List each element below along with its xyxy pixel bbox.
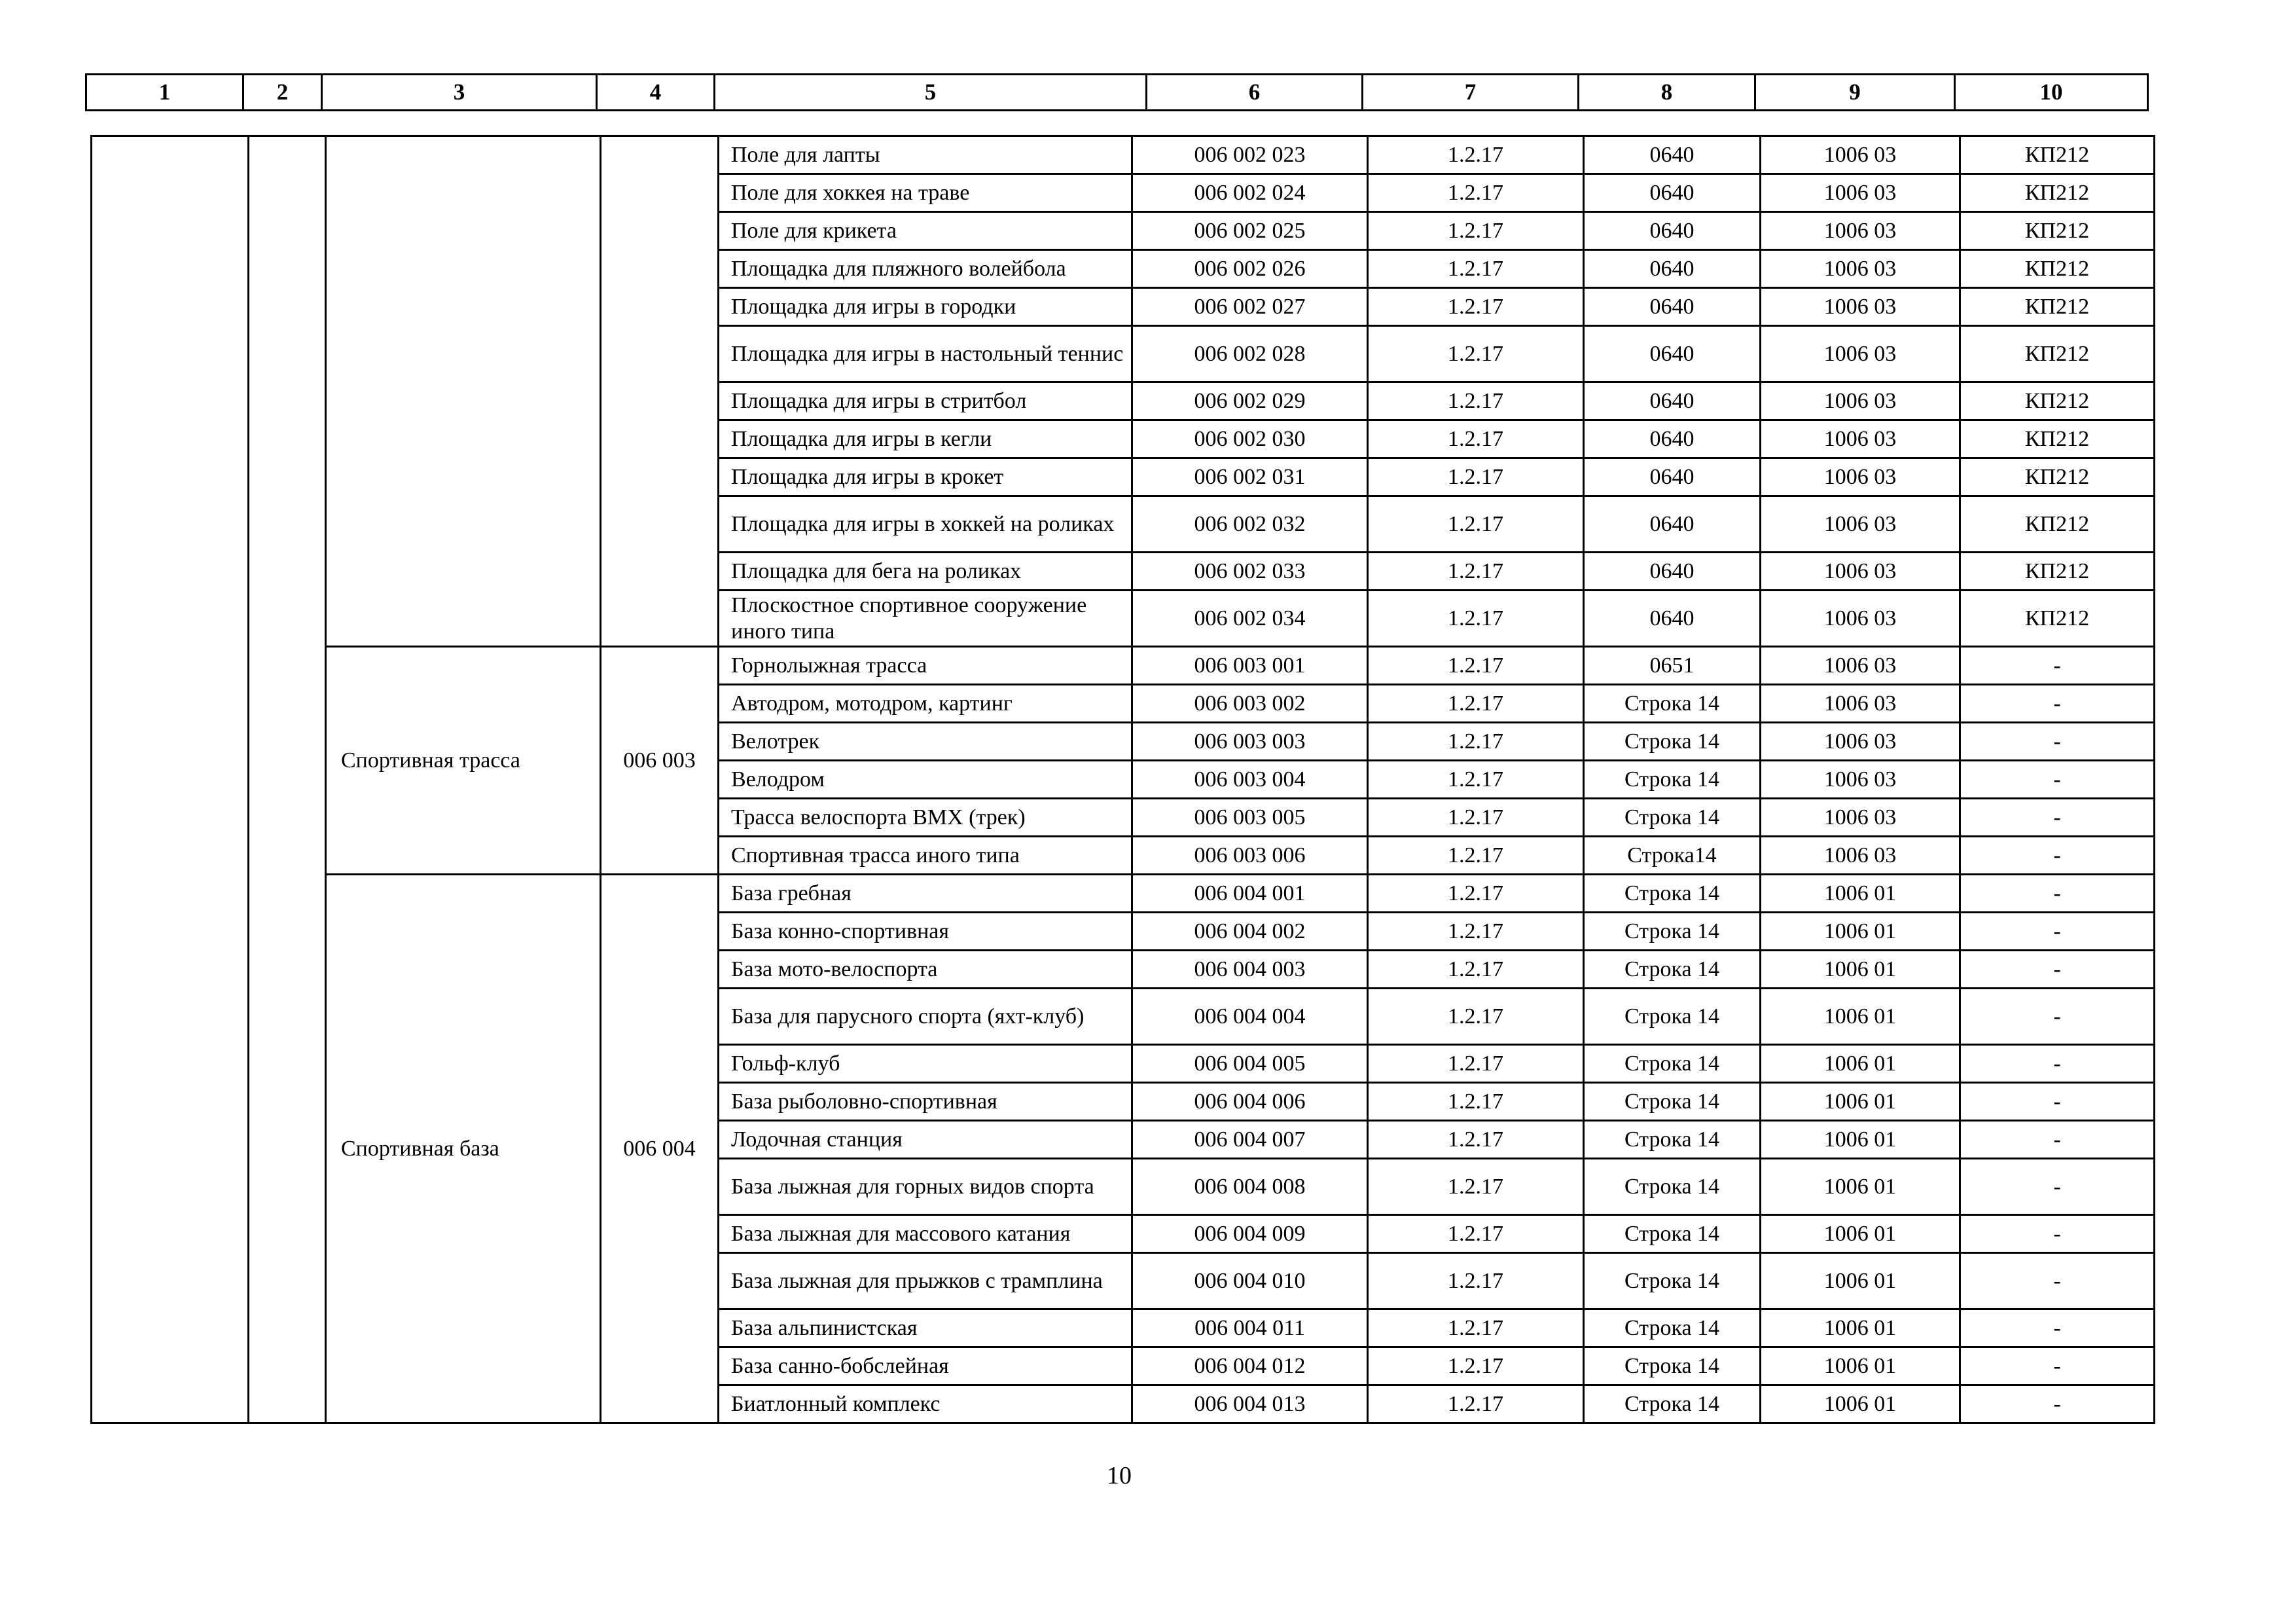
col-9-value: 1006 01: [1761, 1159, 1960, 1215]
object-code: 006 002 033: [1132, 553, 1368, 591]
object-name: База мото-велоспорта: [719, 951, 1132, 989]
object-code: 006 004 005: [1132, 1045, 1368, 1083]
object-code: 006 004 004: [1132, 989, 1368, 1045]
col-8-value: 0651: [1584, 647, 1761, 685]
col-8-value: Строка 14: [1584, 1159, 1761, 1215]
col-7-value: 1.2.17: [1368, 761, 1584, 799]
col-8-value: Строка 14: [1584, 1083, 1761, 1121]
col-2-cell: [249, 136, 326, 1423]
object-name: Площадка для игры в хоккей на роликах: [719, 496, 1132, 553]
header-col-10: 10: [1955, 75, 2148, 111]
col-9-value: 1006 03: [1761, 174, 1960, 212]
col-7-value: 1.2.17: [1368, 136, 1584, 174]
object-code: 006 004 007: [1132, 1121, 1368, 1159]
col-8-value: 0640: [1584, 420, 1761, 458]
col-10-value: КП212: [1960, 136, 2155, 174]
object-code: 006 003 001: [1132, 647, 1368, 685]
col-10-value: КП212: [1960, 496, 2155, 553]
classifier-table: [90, 135, 2155, 1424]
col-7-value: 1.2.17: [1368, 250, 1584, 288]
col-10-value: -: [1960, 799, 2155, 837]
col-9-value: 1006 01: [1761, 1385, 1960, 1423]
group-name-sport-track: Спортивная трасса: [326, 647, 601, 875]
column-header-table: [85, 73, 2149, 111]
object-code: 006 002 029: [1132, 382, 1368, 420]
col-8-value: Строка 14: [1584, 1045, 1761, 1083]
object-code: 006 004 011: [1132, 1309, 1368, 1347]
col-7-value: 1.2.17: [1368, 1215, 1584, 1253]
object-code: 006 002 034: [1132, 591, 1368, 647]
col-9-value: 1006 03: [1761, 685, 1960, 723]
object-code: 006 004 002: [1132, 913, 1368, 951]
col-9-value: 1006 03: [1761, 458, 1960, 496]
col-7-value: 1.2.17: [1368, 723, 1584, 761]
object-name: Плоскостное спортивное сооружение иного типа: [719, 591, 1132, 647]
col-8-value: 0640: [1584, 174, 1761, 212]
object-name: Площадка для игры в городки: [719, 288, 1132, 326]
col-10-value: -: [1960, 951, 2155, 989]
col-7-value: 1.2.17: [1368, 591, 1584, 647]
object-code: 006 003 003: [1132, 723, 1368, 761]
col-10-value: КП212: [1960, 553, 2155, 591]
object-name: База альпинистская: [719, 1309, 1132, 1347]
col-7-value: 1.2.17: [1368, 685, 1584, 723]
col-10-value: -: [1960, 1159, 2155, 1215]
object-code: 006 004 009: [1132, 1215, 1368, 1253]
col-10-value: -: [1960, 1347, 2155, 1385]
col-7-value: 1.2.17: [1368, 553, 1584, 591]
col-10-value: КП212: [1960, 212, 2155, 250]
header-col-3: 3: [322, 75, 597, 111]
col-7-value: 1.2.17: [1368, 1121, 1584, 1159]
col-7-value: 1.2.17: [1368, 913, 1584, 951]
col-10-value: -: [1960, 913, 2155, 951]
col-9-value: 1006 01: [1761, 875, 1960, 913]
object-name: База рыболовно-спортивная: [719, 1083, 1132, 1121]
col-10-value: КП212: [1960, 420, 2155, 458]
object-code: 006 002 030: [1132, 420, 1368, 458]
col-9-value: 1006 03: [1761, 136, 1960, 174]
group-code-cell-empty: [601, 136, 719, 647]
col-10-value: -: [1960, 1121, 2155, 1159]
col-10-value: -: [1960, 1309, 2155, 1347]
object-code: 006 002 026: [1132, 250, 1368, 288]
object-code: 006 004 010: [1132, 1253, 1368, 1309]
object-name: Велотрек: [719, 723, 1132, 761]
col-10-value: -: [1960, 837, 2155, 875]
object-name: Площадка для пляжного волейбола: [719, 250, 1132, 288]
col-8-value: 0640: [1584, 458, 1761, 496]
object-name: База конно-спортивная: [719, 913, 1132, 951]
table-row: [92, 136, 2155, 174]
object-name: Спортивная трасса иного типа: [719, 837, 1132, 875]
header-col-8: 8: [1579, 75, 1755, 111]
table-row: [92, 875, 2155, 913]
object-code: 006 003 005: [1132, 799, 1368, 837]
col-9-value: 1006 03: [1761, 799, 1960, 837]
col-9-value: 1006 01: [1761, 989, 1960, 1045]
col-10-value: -: [1960, 989, 2155, 1045]
col-10-value: КП212: [1960, 382, 2155, 420]
object-name: Площадка для игры в стритбол: [719, 382, 1132, 420]
col-8-value: Строка 14: [1584, 685, 1761, 723]
object-name: База гребная: [719, 875, 1132, 913]
col-9-value: 1006 03: [1761, 212, 1960, 250]
object-code: 006 004 001: [1132, 875, 1368, 913]
header-col-9: 9: [1755, 75, 1955, 111]
object-name: Трасса велоспорта BMX (трек): [719, 799, 1132, 837]
group-cell-empty: [326, 136, 601, 647]
object-code: 006 004 006: [1132, 1083, 1368, 1121]
group-code-sport-base: 006 004: [601, 875, 719, 1423]
col-10-value: -: [1960, 875, 2155, 913]
object-name: Площадка для игры в кегли: [719, 420, 1132, 458]
col-7-value: 1.2.17: [1368, 1045, 1584, 1083]
object-name: Площадка для игры в настольный теннис: [719, 326, 1132, 382]
col-10-value: КП212: [1960, 326, 2155, 382]
col-7-value: 1.2.17: [1368, 1253, 1584, 1309]
col-8-value: Строка 14: [1584, 989, 1761, 1045]
header-col-7: 7: [1363, 75, 1579, 111]
col-9-value: 1006 01: [1761, 1083, 1960, 1121]
header-row: [86, 75, 2148, 111]
col-10-value: -: [1960, 685, 2155, 723]
object-name: Биатлонный комплекс: [719, 1385, 1132, 1423]
object-code: 006 004 003: [1132, 951, 1368, 989]
object-code: 006 002 024: [1132, 174, 1368, 212]
col-8-value: Строка 14: [1584, 1121, 1761, 1159]
group-code-sport-track: 006 003: [601, 647, 719, 875]
col-9-value: 1006 01: [1761, 951, 1960, 989]
col-10-value: -: [1960, 1253, 2155, 1309]
col-9-value: 1006 03: [1761, 723, 1960, 761]
col-7-value: 1.2.17: [1368, 1347, 1584, 1385]
col-8-value: Строка 14: [1584, 723, 1761, 761]
col-7-value: 1.2.17: [1368, 326, 1584, 382]
col-8-value: 0640: [1584, 591, 1761, 647]
col-7-value: 1.2.17: [1368, 989, 1584, 1045]
header-col-4: 4: [597, 75, 715, 111]
col-8-value: 0640: [1584, 382, 1761, 420]
col-10-value: -: [1960, 647, 2155, 685]
object-code: 006 003 002: [1132, 685, 1368, 723]
col-10-value: КП212: [1960, 288, 2155, 326]
col-7-value: 1.2.17: [1368, 212, 1584, 250]
col-8-value: 0640: [1584, 553, 1761, 591]
col-7-value: 1.2.17: [1368, 496, 1584, 553]
col-7-value: 1.2.17: [1368, 1309, 1584, 1347]
col-9-value: 1006 03: [1761, 496, 1960, 553]
page-number: 10: [1107, 1462, 1132, 1489]
object-name: Автодром, мотодром, картинг: [719, 685, 1132, 723]
object-code: 006 004 012: [1132, 1347, 1368, 1385]
col-8-value: Строка 14: [1584, 1309, 1761, 1347]
col-9-value: 1006 01: [1761, 1045, 1960, 1083]
object-code: 006 002 031: [1132, 458, 1368, 496]
col-8-value: Строка 14: [1584, 1347, 1761, 1385]
header-col-1: 1: [86, 75, 243, 111]
col-8-value: 0640: [1584, 288, 1761, 326]
group-name-sport-base: Спортивная база: [326, 875, 601, 1423]
col-1-cell: [92, 136, 249, 1423]
object-name: База лыжная для горных видов спорта: [719, 1159, 1132, 1215]
col-9-value: 1006 03: [1761, 761, 1960, 799]
col-9-value: 1006 03: [1761, 591, 1960, 647]
object-code: 006 002 023: [1132, 136, 1368, 174]
object-code: 006 002 032: [1132, 496, 1368, 553]
col-8-value: Строка14: [1584, 837, 1761, 875]
object-name: Гольф-клуб: [719, 1045, 1132, 1083]
col-8-value: Строка 14: [1584, 913, 1761, 951]
object-name: База санно-бобслейная: [719, 1347, 1132, 1385]
object-name: Площадка для бега на роликах: [719, 553, 1132, 591]
col-10-value: -: [1960, 1083, 2155, 1121]
col-7-value: 1.2.17: [1368, 951, 1584, 989]
col-8-value: Строка 14: [1584, 799, 1761, 837]
col-9-value: 1006 03: [1761, 647, 1960, 685]
col-7-value: 1.2.17: [1368, 458, 1584, 496]
col-10-value: -: [1960, 723, 2155, 761]
col-9-value: 1006 03: [1761, 382, 1960, 420]
object-code: 006 002 025: [1132, 212, 1368, 250]
object-name: Поле для лапты: [719, 136, 1132, 174]
col-7-value: 1.2.17: [1368, 1083, 1584, 1121]
table-row: [92, 647, 2155, 685]
col-9-value: 1006 03: [1761, 553, 1960, 591]
object-name: Горнолыжная трасса: [719, 647, 1132, 685]
object-name: Поле для крикета: [719, 212, 1132, 250]
object-name: Велодром: [719, 761, 1132, 799]
col-7-value: 1.2.17: [1368, 1385, 1584, 1423]
col-8-value: Строка 14: [1584, 875, 1761, 913]
col-8-value: 0640: [1584, 326, 1761, 382]
col-9-value: 1006 03: [1761, 250, 1960, 288]
col-10-value: -: [1960, 1045, 2155, 1083]
col-10-value: -: [1960, 1385, 2155, 1423]
col-8-value: 0640: [1584, 496, 1761, 553]
col-8-value: Строка 14: [1584, 1215, 1761, 1253]
col-8-value: Строка 14: [1584, 761, 1761, 799]
col-7-value: 1.2.17: [1368, 875, 1584, 913]
header-col-5: 5: [715, 75, 1147, 111]
col-8-value: Строка 14: [1584, 1253, 1761, 1309]
col-10-value: КП212: [1960, 174, 2155, 212]
col-7-value: 1.2.17: [1368, 837, 1584, 875]
col-9-value: 1006 01: [1761, 1253, 1960, 1309]
col-9-value: 1006 01: [1761, 913, 1960, 951]
col-7-value: 1.2.17: [1368, 647, 1584, 685]
col-9-value: 1006 03: [1761, 326, 1960, 382]
col-9-value: 1006 01: [1761, 1121, 1960, 1159]
col-9-value: 1006 01: [1761, 1347, 1960, 1385]
col-10-value: -: [1960, 1215, 2155, 1253]
col-7-value: 1.2.17: [1368, 174, 1584, 212]
col-9-value: 1006 03: [1761, 288, 1960, 326]
object-name: База лыжная для прыжков с трамплина: [719, 1253, 1132, 1309]
object-code: 006 004 008: [1132, 1159, 1368, 1215]
object-code: 006 002 028: [1132, 326, 1368, 382]
col-7-value: 1.2.17: [1368, 1159, 1584, 1215]
object-name: Лодочная станция: [719, 1121, 1132, 1159]
col-9-value: 1006 03: [1761, 420, 1960, 458]
col-10-value: -: [1960, 761, 2155, 799]
col-9-value: 1006 03: [1761, 837, 1960, 875]
header-col-6: 6: [1147, 75, 1363, 111]
object-code: 006 002 027: [1132, 288, 1368, 326]
col-9-value: 1006 01: [1761, 1309, 1960, 1347]
col-8-value: Строка 14: [1584, 951, 1761, 989]
col-8-value: 0640: [1584, 136, 1761, 174]
object-name: Площадка для игры в крокет: [719, 458, 1132, 496]
col-7-value: 1.2.17: [1368, 288, 1584, 326]
col-7-value: 1.2.17: [1368, 799, 1584, 837]
header-col-2: 2: [243, 75, 322, 111]
object-code: 006 003 004: [1132, 761, 1368, 799]
col-8-value: 0640: [1584, 212, 1761, 250]
col-9-value: 1006 01: [1761, 1215, 1960, 1253]
col-10-value: КП212: [1960, 458, 2155, 496]
object-name: База лыжная для массового катания: [719, 1215, 1132, 1253]
col-7-value: 1.2.17: [1368, 420, 1584, 458]
col-10-value: КП212: [1960, 591, 2155, 647]
object-code: 006 003 006: [1132, 837, 1368, 875]
object-code: 006 004 013: [1132, 1385, 1368, 1423]
col-10-value: КП212: [1960, 250, 2155, 288]
col-7-value: 1.2.17: [1368, 382, 1584, 420]
col-8-value: Строка 14: [1584, 1385, 1761, 1423]
col-8-value: 0640: [1584, 250, 1761, 288]
object-name: База для парусного спорта (яхт-клуб): [719, 989, 1132, 1045]
object-name: Поле для хоккея на траве: [719, 174, 1132, 212]
